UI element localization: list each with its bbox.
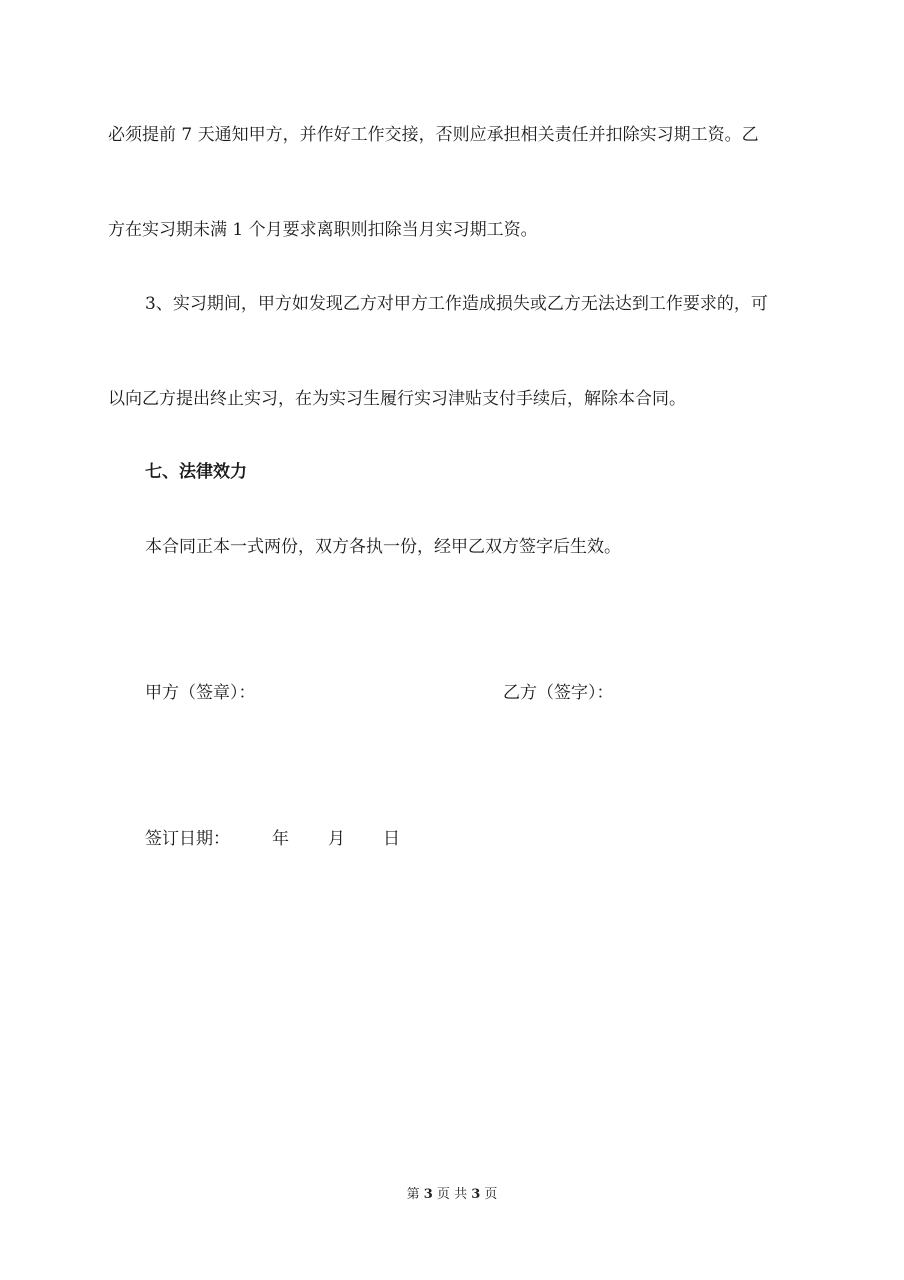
signing-date-day: 日 — [383, 829, 400, 849]
footer-total-pages: 3 — [471, 1187, 481, 1202]
party-a-signature-label: 甲方（签章）： — [145, 683, 256, 703]
section-7-heading: 七、法律效力 — [145, 462, 247, 482]
footer-page-number: 3 — [423, 1187, 433, 1202]
paragraph-1-line-1: 必须提前 7 天通知甲方，并作好工作交接，否则应承担相关责任并扣除实习期工资。乙 — [108, 125, 759, 145]
signing-date-year: 年 — [272, 829, 289, 849]
page-footer — [0, 1186, 904, 1204]
footer-middle-1: 页 — [436, 1187, 450, 1202]
paragraph-1-line-2: 方在实习期未满 1 个月要求离职则扣除当月实习期工资。 — [108, 220, 538, 240]
party-b-signature-label: 乙方（签字）： — [503, 683, 614, 703]
footer-suffix: 页 — [484, 1187, 498, 1202]
footer-middle-2: 共 — [454, 1187, 468, 1202]
paragraph-2-line-2: 以向乙方提出终止实习，在为实习生履行实习津贴支付手续后，解除本合同。 — [108, 389, 686, 409]
signing-date-label: 签订日期： — [145, 829, 230, 849]
section-7-body: 本合同正本一式两份，双方各执一份，经甲乙双方签字后生效。 — [145, 537, 621, 557]
signing-date-month: 月 — [328, 829, 345, 849]
footer-prefix: 第 — [406, 1187, 420, 1202]
paragraph-2-line-1: 3、实习期间，甲方如发现乙方对甲方工作造成损失或乙方无法达到工作要求的，可 — [145, 294, 768, 314]
